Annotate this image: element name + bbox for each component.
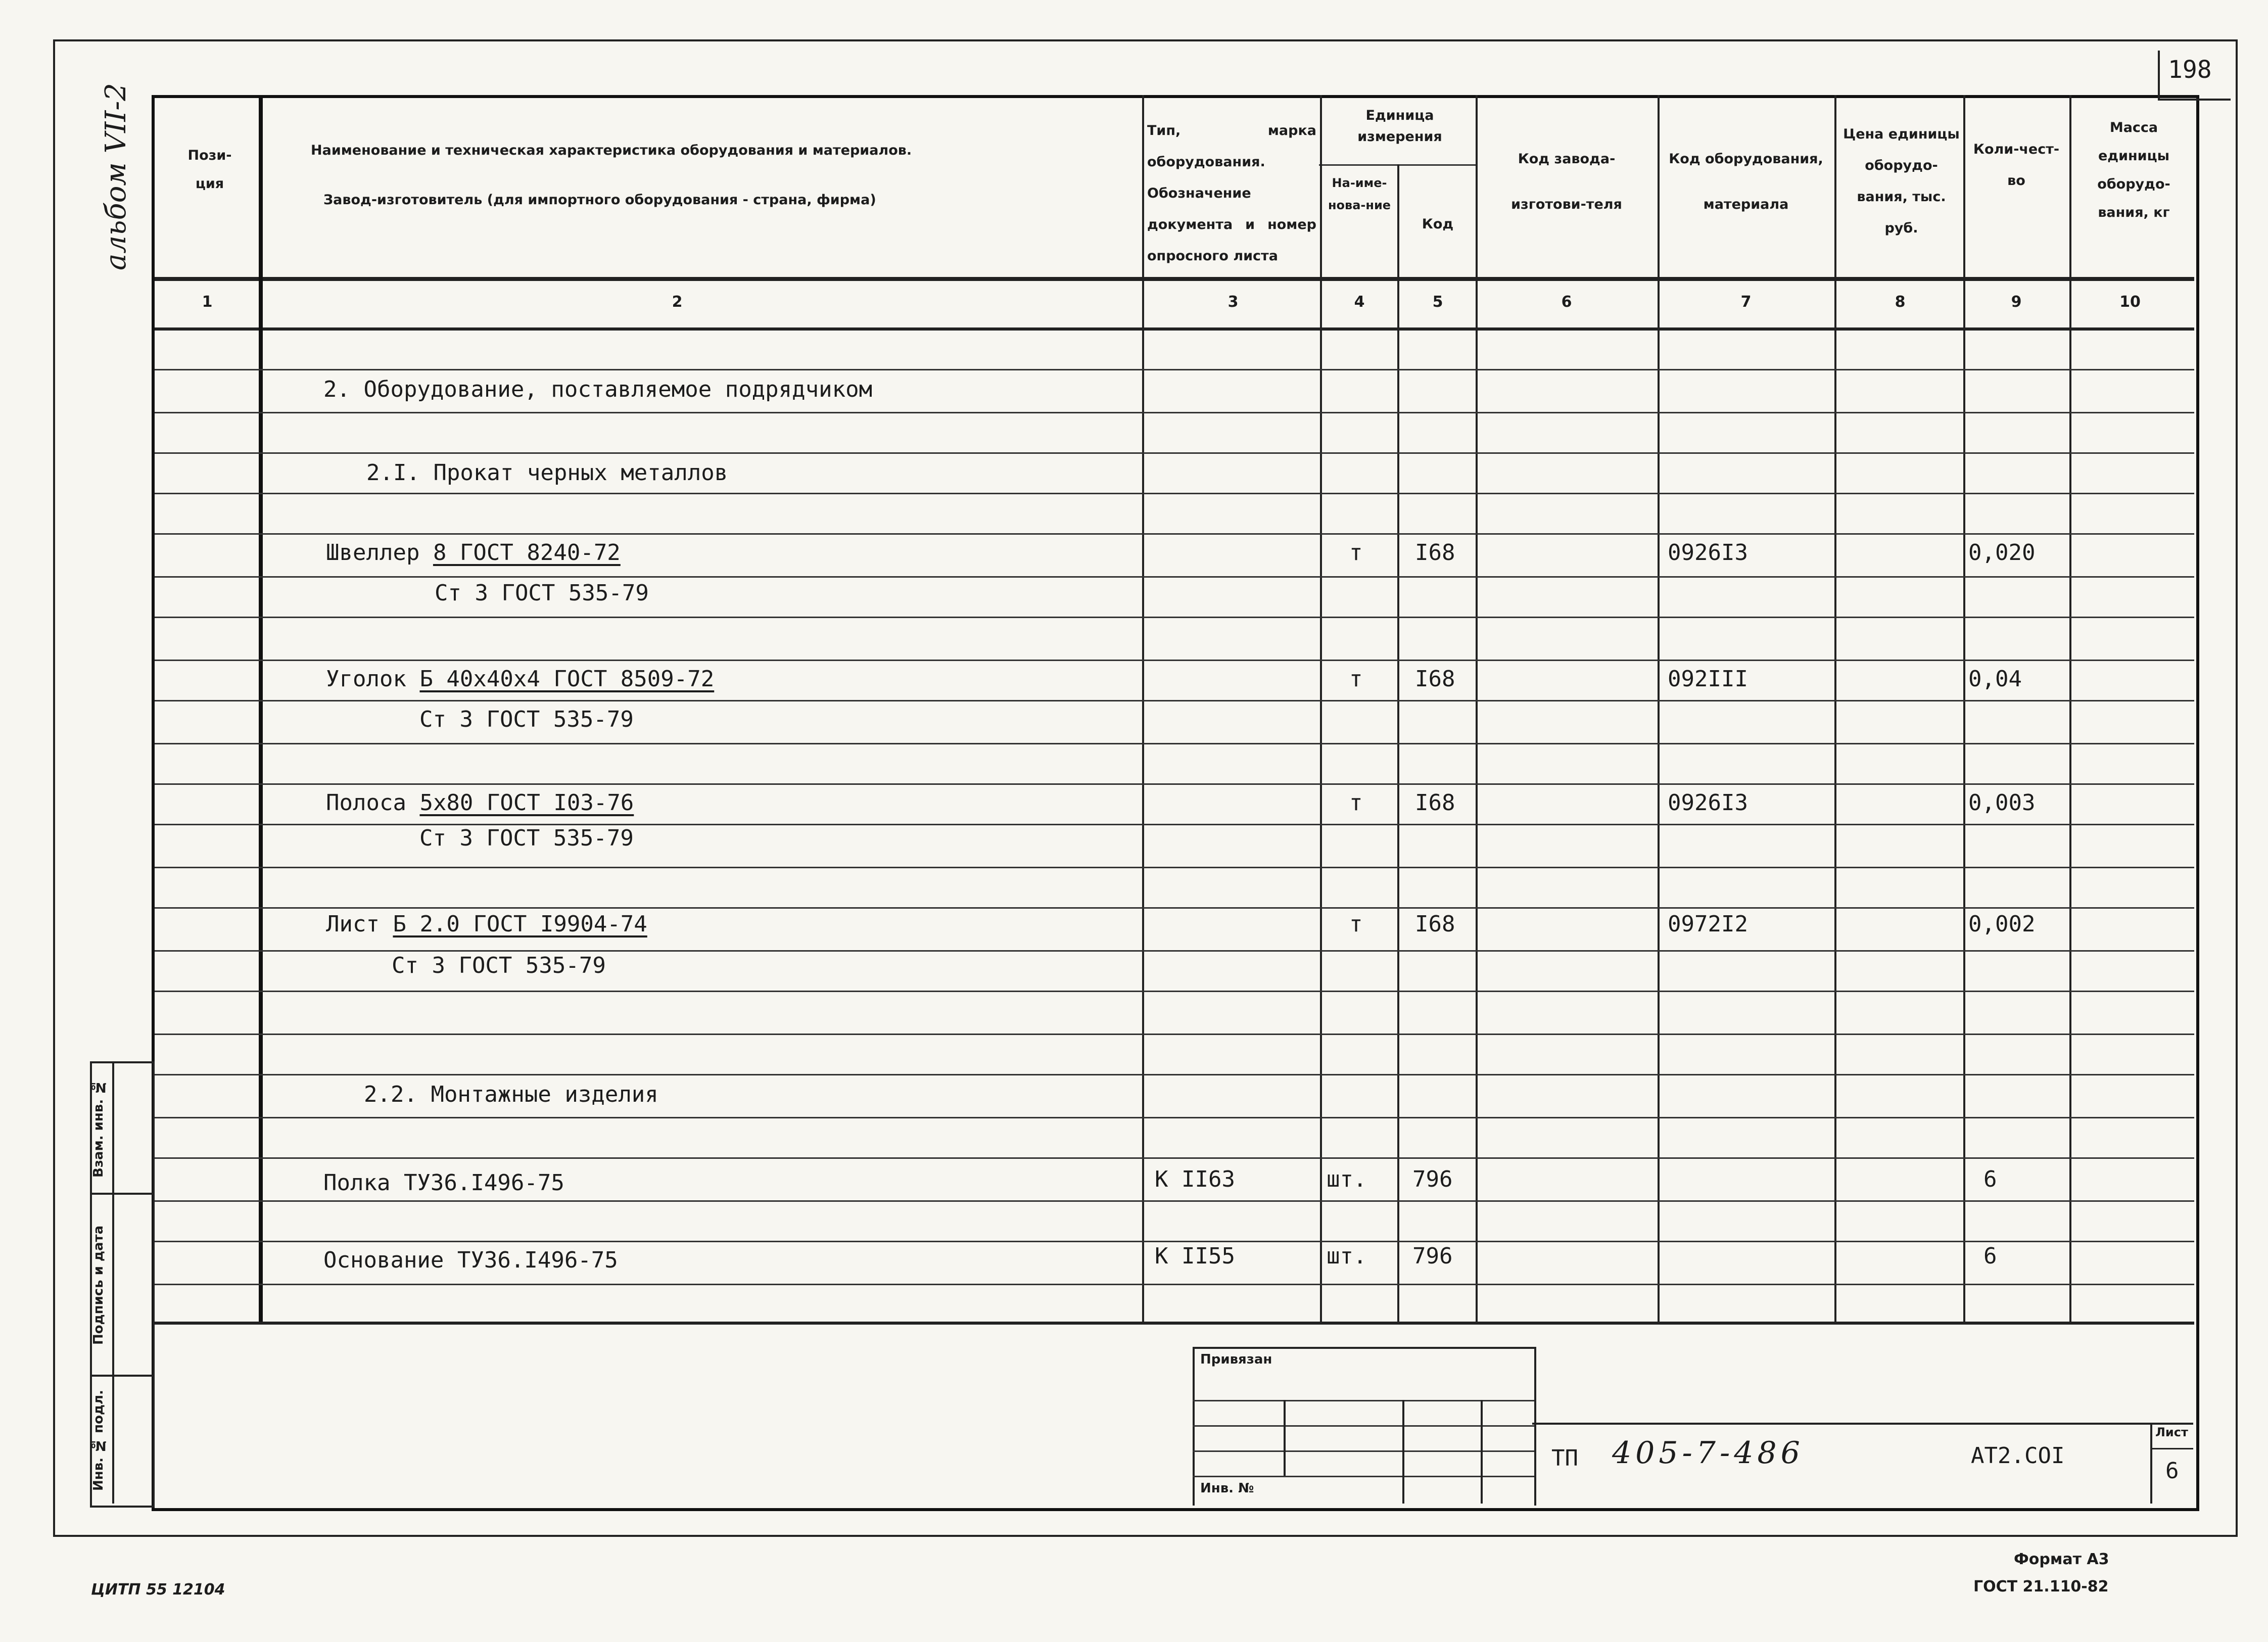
header-unit-code: Код: [1422, 216, 1454, 232]
item-type: К II55: [1155, 1243, 1235, 1269]
row-line: [155, 867, 2194, 868]
linked-label: Привязан: [1200, 1352, 1272, 1367]
item-unit-code: I68: [1415, 666, 1455, 692]
item-material: Ст 3 ГОСТ 535-79: [419, 707, 634, 732]
item-name-text: Лист: [326, 911, 380, 937]
row-line: [155, 1117, 2194, 1118]
inv-no-orig-label: Инв. № подл.: [91, 1390, 106, 1491]
row-line: [155, 907, 2194, 909]
item-quantity: 0,04: [1968, 666, 2022, 692]
table-bottom-line: [155, 1322, 2194, 1325]
item-unit-code: I68: [1415, 540, 1455, 566]
stamp-col: [1481, 1400, 1483, 1504]
gost-label: ГОСТ 21.110-82: [1973, 1578, 2109, 1596]
col-line-5: [1476, 95, 1478, 1323]
item-name-text: Швеллер: [326, 540, 420, 566]
item-unit-code: I68: [1415, 911, 1455, 937]
header-position: Пози-ция: [187, 148, 232, 192]
col-line-6: [1658, 95, 1660, 1323]
header-quantity: Коли-чест-во: [1973, 142, 2060, 189]
item-type: К II63: [1155, 1166, 1235, 1192]
colnum-bottom-line: [155, 327, 2194, 331]
column-number: 6: [1561, 293, 1572, 311]
row-line: [155, 452, 2194, 454]
col-line-9: [2069, 95, 2071, 1323]
item-material: Ст 3 ГОСТ 535-79: [419, 825, 634, 851]
stamp-line: [1193, 1400, 1534, 1401]
item-unit: т: [1349, 540, 1363, 566]
header-bottom-line: [155, 277, 2194, 281]
item-equipment-code: 0926I3: [1668, 790, 1748, 816]
item-spec: Б 40х40х4 ГОСТ 8509-72: [419, 666, 715, 692]
col-line-2: [1142, 95, 1144, 1323]
item-name: Полка ТУ36.I496-75: [323, 1170, 564, 1196]
item-quantity: 0,002: [1968, 911, 2036, 937]
item-spec: Б 2.0 ГОСТ I9904-74: [393, 911, 647, 937]
row-line: [155, 660, 2194, 661]
item-material: Ст 3 ГОСТ 535-79: [435, 580, 649, 606]
row-line: [155, 743, 2194, 744]
row-line: [155, 991, 2194, 992]
item-quantity: 6: [1983, 1166, 1997, 1192]
item-name: [326, 666, 714, 692]
item-name: [326, 540, 621, 566]
stamp-line: [1193, 1476, 1534, 1477]
subsection-heading: 2.I. Прокат черных металлов: [366, 460, 728, 486]
side-stamp-h2: [90, 1375, 153, 1377]
item-quantity: 0,003: [1968, 790, 2036, 816]
stamp-line: [1193, 1450, 1534, 1452]
header-maker-code: Код завода-изготови-теля: [1511, 151, 1622, 212]
column-number: 4: [1354, 293, 1365, 311]
item-equipment-code: 092III: [1668, 666, 1748, 692]
col-line-1: [259, 95, 263, 1323]
item-material: Ст 3 ГОСТ 535-79: [392, 953, 606, 978]
item-equipment-code: 0972I2: [1668, 911, 1748, 937]
doc-number: 405-7-486: [1612, 1435, 1804, 1471]
column-number: 5: [1432, 293, 1443, 311]
sheet-number: 198: [2168, 56, 2212, 84]
item-name: [326, 911, 647, 937]
sheet-value: 6: [2165, 1458, 2179, 1484]
col-line-8: [1963, 95, 1965, 1323]
doc-prefix: ТП: [1551, 1445, 1578, 1471]
album-note: альбом VII-2: [100, 83, 132, 271]
header-name-line1: Наименование и техническая характеристика оборудования и материалов.: [311, 143, 912, 158]
row-line: [155, 412, 2194, 413]
item-unit: шт.: [1327, 1243, 1367, 1269]
header-unit-group: Единица измерения: [1357, 108, 1442, 145]
header-price: Цена единицы оборудо-вания, тыс. руб.: [1843, 126, 1960, 236]
item-unit-code: 796: [1412, 1243, 1453, 1269]
row-line: [155, 1074, 2194, 1075]
side-stamp-divider: [112, 1061, 114, 1504]
item-quantity: 0,020: [1968, 540, 2036, 566]
row-line: [155, 700, 2194, 701]
item-name-text: Полоса: [326, 790, 406, 816]
row-line: [155, 1241, 2194, 1242]
column-number: 2: [672, 293, 683, 311]
column-number: 7: [1740, 293, 1752, 311]
row-line: [155, 1157, 2194, 1159]
row-line: [155, 950, 2194, 952]
row-line: [155, 369, 2194, 370]
format-label: Формат А3: [2014, 1551, 2109, 1568]
item-name-text: Уголок: [326, 666, 406, 692]
column-number: 3: [1227, 293, 1239, 311]
row-line: [155, 783, 2194, 785]
item-name: [326, 790, 634, 816]
stamp-col: [1284, 1400, 1286, 1476]
header-mass: Масса единицы оборудо-вания, кг: [2097, 120, 2170, 220]
item-equipment-code: 0926I3: [1668, 540, 1748, 566]
item-spec: 5х80 ГОСТ I03-76: [419, 790, 634, 816]
col-line-7: [1834, 95, 1836, 1323]
item-unit: т: [1349, 666, 1363, 692]
doc-title-box: [1532, 1423, 2193, 1425]
header-equipment-code: Код оборудования, материала: [1669, 151, 1823, 212]
printer-label: ЦИТП 55 12104: [91, 1581, 225, 1599]
replace-inv-label: Взам. инв. №: [91, 1079, 106, 1178]
sheet-label: Лист: [2155, 1425, 2188, 1439]
header-name-line2: Завод-изготовитель (для импортного оборудования - страна, фирма): [323, 192, 876, 208]
item-quantity: 6: [1983, 1243, 1997, 1269]
sheet-box-divider: [2150, 1448, 2193, 1449]
row-line: [155, 533, 2194, 535]
column-number: 1: [202, 293, 213, 311]
stamp-line: [1193, 1425, 1534, 1427]
item-unit: т: [1349, 790, 1363, 816]
inv-no-label: Инв. №: [1200, 1481, 1254, 1496]
item-name: Основание ТУ36.I496-75: [323, 1247, 618, 1273]
header-type: Тип, марка оборудования. Обозначение документа и номер опросного листа: [1147, 123, 1316, 264]
row-line: [155, 1200, 2194, 1202]
item-unit-code: 796: [1412, 1166, 1453, 1192]
side-stamp-h1: [90, 1193, 153, 1195]
sign-date-label: Подпись и дата: [91, 1225, 106, 1345]
stamp-col: [1402, 1400, 1404, 1504]
item-unit: т: [1349, 911, 1363, 937]
item-spec: 8 ГОСТ 8240-72: [433, 540, 621, 566]
column-number: 9: [2011, 293, 2022, 311]
subsection-heading: 2.2. Монтажные изделия: [364, 1082, 658, 1107]
col-line-3: [1320, 95, 1322, 1323]
row-line: [155, 576, 2194, 578]
header-unit-name: На-име-нова-ние: [1328, 176, 1391, 212]
doc-code: АТ2.СОI: [1971, 1443, 2065, 1469]
column-number: 8: [1895, 293, 1906, 311]
row-line: [155, 1284, 2194, 1285]
row-line: [155, 617, 2194, 618]
item-unit-code: I68: [1415, 790, 1455, 816]
section-heading: 2. Оборудование, поставляемое подрядчиком: [323, 377, 873, 402]
item-unit: шт.: [1327, 1166, 1367, 1192]
row-line: [155, 493, 2194, 494]
column-number: 10: [2119, 293, 2141, 311]
row-line: [155, 1034, 2194, 1035]
